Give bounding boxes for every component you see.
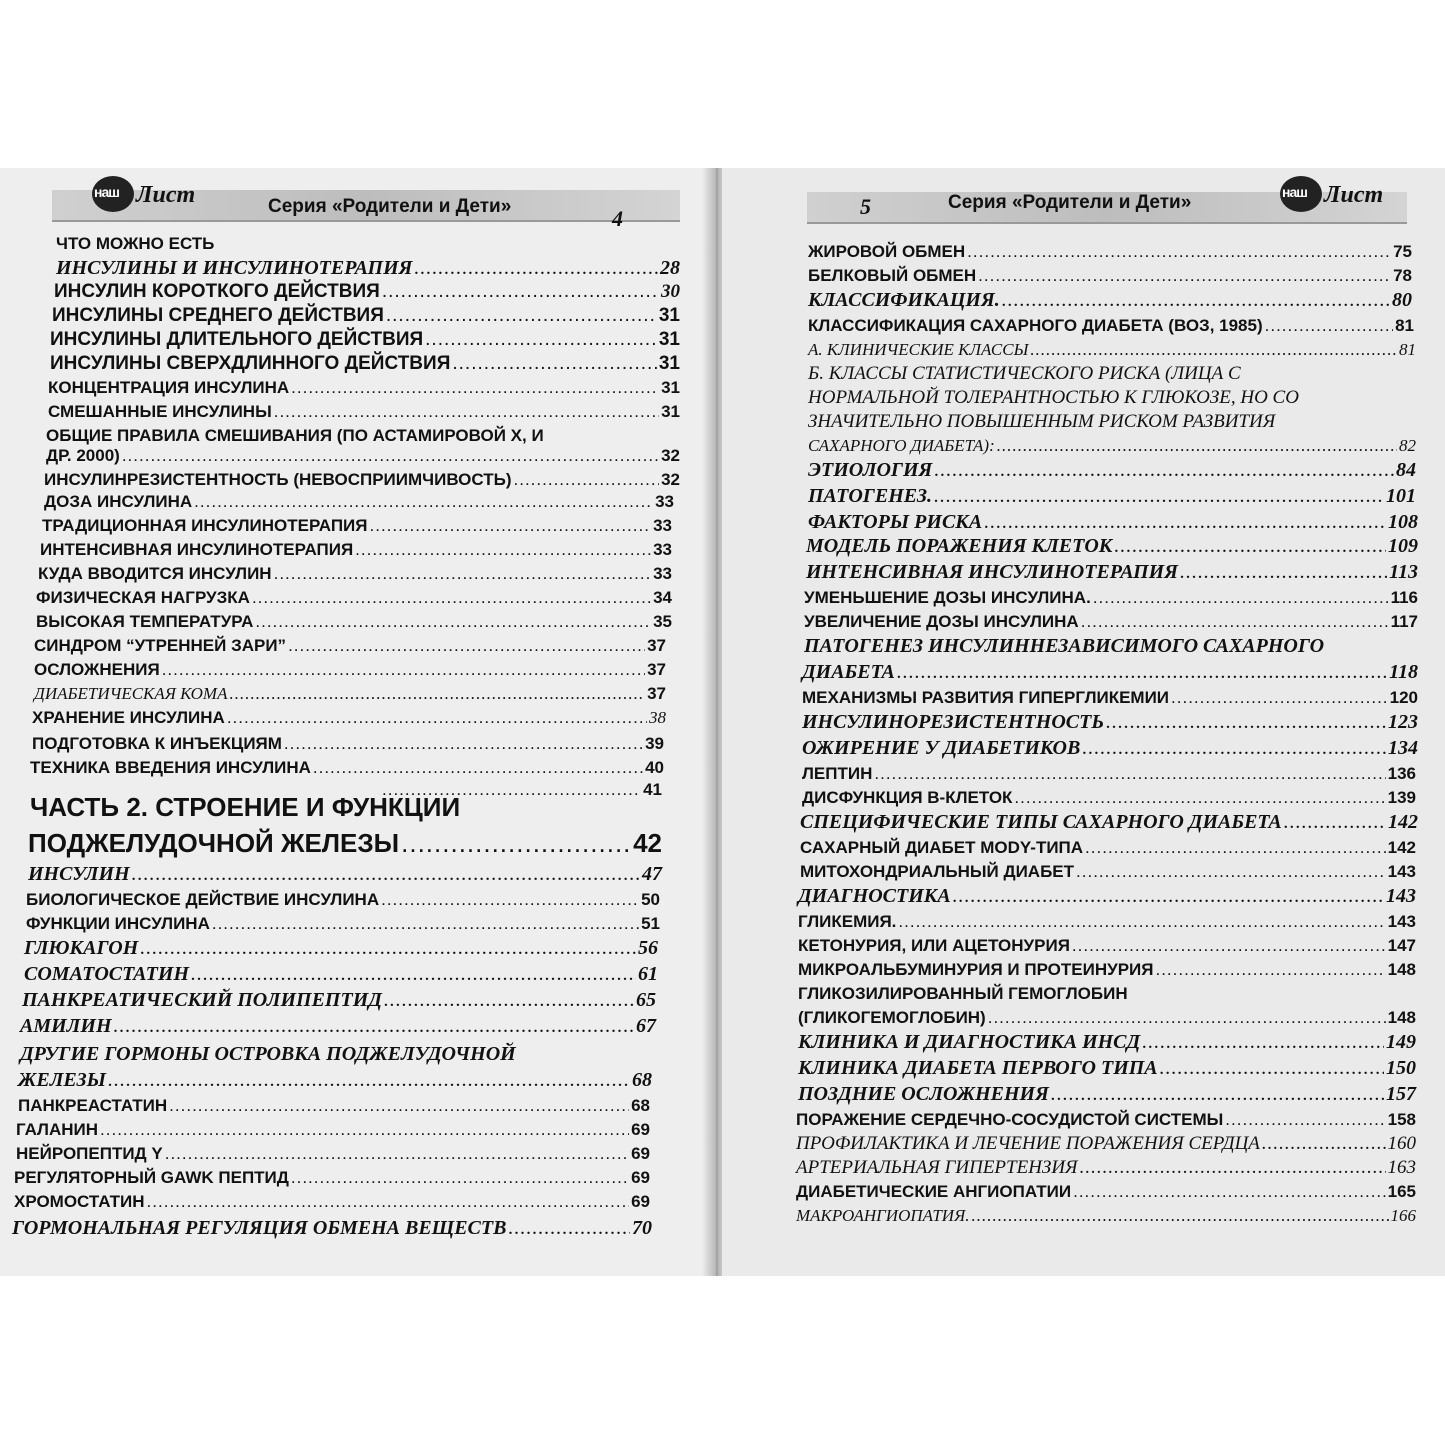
toc-page: 68: [632, 1069, 652, 1091]
toc-page: 69: [631, 1120, 650, 1139]
toc-entry: [46, 446, 680, 466]
toc-entry: [808, 242, 1412, 262]
toc-title: ИНТЕНСИВНАЯ ИНСУЛИНОТЕРАПИЯ: [40, 540, 354, 559]
left-series-title: Серия «Родители и Дети»: [268, 196, 512, 217]
toc-entry: [50, 354, 680, 374]
toc-title: САХАРНЫЙ ДИАБЕТ MODY-ТИПА: [800, 838, 1084, 857]
toc-page: 69: [631, 1144, 650, 1163]
logo-top-text: наш: [94, 184, 119, 200]
toc-page: 33: [653, 516, 672, 535]
toc-entry: [796, 1110, 1416, 1130]
toc-title: МЕХАНИЗМЫ РАЗВИТИЯ ГИПЕРГЛИКЕМИИ: [802, 688, 1170, 707]
toc-entry: [798, 1008, 1416, 1028]
toc-entry: [14, 1192, 650, 1212]
toc-page: 78: [1393, 266, 1412, 285]
toc-page: 82: [1399, 436, 1416, 455]
toc-entry: [802, 764, 1416, 784]
toc-title: Б. КЛАССЫ СТАТИСТИЧЕСКОГО РИСКА (ЛИЦА С: [808, 363, 1241, 384]
book-spread: [0, 168, 1445, 1276]
toc-page: 148: [1387, 1008, 1416, 1027]
toc-title: ЖЕЛЕЗЫ: [18, 1069, 107, 1091]
toc-title: ГОРМОНАЛЬНАЯ РЕГУЛЯЦИЯ ОБМЕНА ВЕЩЕСТВ: [12, 1217, 507, 1239]
toc-title: ГЛИКЕМИЯ.: [798, 912, 897, 931]
toc-page: 160: [1387, 1133, 1416, 1154]
toc-page: 35: [653, 612, 672, 631]
toc-title: ЛЕПТИН: [802, 764, 873, 783]
toc-entry: [16, 1144, 650, 1164]
toc-title: ПАНКРЕАСТАТИН: [18, 1096, 168, 1115]
toc-page: 120: [1389, 688, 1418, 707]
toc-page: 143: [1386, 885, 1416, 907]
toc-entry: [796, 1134, 1416, 1154]
toc-page: 143: [1387, 912, 1416, 931]
toc-page: 118: [1389, 661, 1418, 683]
toc-entry: [796, 1182, 1416, 1202]
toc-title: ДРУГИЕ ГОРМОНЫ ОСТРОВКА ПОДЖЕЛУДОЧНОЙ: [20, 1043, 516, 1065]
toc-page: 37: [647, 660, 666, 679]
toc-title: РЕГУЛЯТОРНЫЙ GAWK ПЕПТИД: [14, 1168, 289, 1187]
toc-title: ПАТОГЕНЕЗ ИНСУЛИННЕЗАВИСИМОГО САХАРНОГО: [804, 635, 1325, 657]
toc-entry: [802, 712, 1418, 732]
toc-title: ПОРАЖЕНИЕ СЕРДЕЧНО-СОСУДИСТОЙ СИСТЕМЫ: [796, 1110, 1224, 1129]
toc-page: 136: [1387, 764, 1416, 783]
toc-title: АРТЕРИАЛЬНАЯ ГИПЕРТЕНЗИЯ: [796, 1157, 1078, 1178]
toc-entry: [806, 536, 1418, 556]
left-page-number: 4: [612, 206, 623, 231]
toc-page: 33: [655, 492, 674, 511]
toc-title: ГЛЮКАГОН: [24, 937, 139, 959]
toc-page: 51: [641, 914, 660, 933]
toc-title: ПОЗДНИЕ ОСЛОЖНЕНИЯ: [798, 1083, 1049, 1105]
toc-entry: [56, 258, 680, 278]
toc-title: КЛИНИКА И ДИАГНОСТИКА ИНСД: [798, 1031, 1141, 1053]
toc-title: ПРОФИЛАКТИКА И ЛЕЧЕНИЕ ПОРАЖЕНИЯ СЕРДЦА: [796, 1133, 1260, 1154]
toc-entry: [54, 282, 680, 302]
toc-title: КЛАССИФИКАЦИЯ.: [808, 289, 1000, 311]
toc-entry: [802, 788, 1416, 808]
toc-title: ДИАБЕТИЧЕСКАЯ КОМА: [34, 684, 228, 703]
toc-title: КУДА ВВОДИТСЯ ИНСУЛИН: [38, 564, 272, 583]
toc-page: 31: [661, 378, 680, 397]
toc-entry: [808, 266, 1412, 286]
toc-title: ОСЛОЖНЕНИЯ: [34, 660, 160, 679]
toc-title: СПЕЦИФИЧЕСКИЕ ТИПЫ САХАРНОГО ДИАБЕТА: [800, 811, 1282, 833]
toc-page: 31: [661, 402, 680, 421]
toc-entry: [42, 516, 672, 536]
toc-entry: [56, 234, 656, 254]
toc-entry: [798, 936, 1416, 956]
toc-entry: [34, 684, 666, 704]
toc-page: 101: [1386, 485, 1416, 507]
toc-entry: [28, 864, 662, 884]
toc-entry: [798, 886, 1416, 906]
toc-page: 139: [1387, 788, 1416, 807]
toc-page: 163: [1387, 1157, 1416, 1178]
toc-page: 148: [1387, 960, 1416, 979]
toc-entry: [18, 1096, 650, 1116]
toc-title: МАКРОАНГИОПАТИЯ.: [796, 1206, 970, 1225]
toc-page: 32: [661, 446, 680, 465]
toc-entry: [30, 758, 664, 778]
toc-page: 113: [1389, 561, 1418, 583]
toc-title: ДИАГНОСТИКА: [798, 885, 951, 907]
toc-entry: [804, 588, 1418, 608]
toc-title: МИТОХОНДРИАЛЬНЫЙ ДИАБЕТ: [800, 862, 1075, 881]
toc-page: 31: [658, 329, 680, 350]
toc-entry: [36, 588, 672, 608]
toc-entry: [38, 564, 672, 584]
toc-entry: [806, 562, 1418, 582]
toc-page: 65: [636, 989, 656, 1011]
toc-entry: [808, 436, 1416, 456]
toc-entry: [26, 890, 660, 910]
toc-page: 166: [1390, 1206, 1416, 1225]
toc-entry: [804, 612, 1418, 632]
toc-title: ИНСУЛИНЫ СРЕДНЕГО ДЕЙСТВИЯ: [52, 305, 384, 326]
toc-title: ИНСУЛИН КОРОТКОГО ДЕЙСТВИЯ: [54, 281, 380, 302]
toc-page: 75: [1393, 242, 1412, 261]
toc-entry: [800, 862, 1416, 882]
toc-title: ФУНКЦИИ ИНСУЛИНА: [26, 914, 210, 933]
toc-page: 109: [1388, 535, 1418, 557]
toc-entry: [808, 290, 1412, 310]
toc-title: БЕЛКОВЫЙ ОБМЕН: [808, 266, 977, 285]
toc-title: ПОДЖЕЛУДОЧНОЙ ЖЕЛЕЗЫ: [28, 828, 400, 858]
toc-page: 47: [642, 863, 662, 885]
toc-entry: [20, 1016, 656, 1036]
toc-page: 117: [1390, 612, 1418, 631]
toc-title: ТЕХНИКА ВВЕДЕНИЯ ИНСУЛИНА: [30, 758, 311, 777]
toc-page: 81: [1399, 340, 1416, 359]
toc-title: ТРАДИЦИОННАЯ ИНСУЛИНОТЕРАПИЯ: [42, 516, 368, 535]
toc-entry: [798, 912, 1416, 932]
toc-title: НЕЙРОПЕПТИД Y: [16, 1144, 163, 1163]
toc-page: 30: [661, 281, 680, 302]
toc-entry: [802, 662, 1418, 682]
toc-title: ИНСУЛИНЫ И ИНСУЛИНОТЕРАПИЯ: [56, 257, 413, 279]
toc-title: ИНТЕНСИВНАЯ ИНСУЛИНОТЕРАПИЯ: [806, 561, 1178, 583]
toc-title: ДИАБЕТИЧЕСКИЕ АНГИОПАТИИ: [796, 1182, 1072, 1201]
toc-page: 149: [1386, 1031, 1416, 1053]
toc-title: ХРОМОСТАТИН: [14, 1192, 145, 1211]
toc-entry: [34, 660, 666, 680]
toc-page: 150: [1386, 1057, 1416, 1079]
toc-page: 84: [1396, 459, 1416, 481]
right-page: [722, 168, 1445, 1276]
toc-page: 40: [645, 758, 664, 777]
toc-page: 142: [1387, 838, 1416, 857]
toc-title: ИНСУЛИНЫ СВЕРХДЛИННОГО ДЕЙСТВИЯ: [50, 353, 451, 374]
right-page-number: 5: [860, 194, 871, 219]
toc-page: 33: [653, 540, 672, 559]
toc-page: 31: [658, 305, 680, 326]
toc-entry: [28, 828, 662, 858]
toc-page: 143: [1387, 862, 1416, 881]
toc-title: СМЕШАННЫЕ ИНСУЛИНЫ: [48, 402, 272, 421]
toc-page: 42: [633, 828, 662, 858]
logo-bottom-text: Лист: [136, 182, 196, 208]
toc-page: 56: [638, 937, 658, 959]
toc-page: 158: [1387, 1110, 1416, 1129]
toc-page: 33: [653, 564, 672, 583]
toc-page: 142: [1388, 811, 1418, 833]
toc-page: 28: [660, 257, 680, 279]
toc-title: А. КЛИНИЧЕСКИЕ КЛАССЫ: [808, 340, 1029, 359]
toc-entry: [808, 486, 1416, 506]
toc-title: ПАНКРЕАТИЧЕСКИЙ ПОЛИПЕПТИД: [22, 989, 382, 1011]
toc-title: ФАКТОРЫ РИСКА: [808, 511, 983, 533]
toc-title: КЛАССИФИКАЦИЯ САХАРНОГО ДИАБЕТА (ВОЗ, 1985): [808, 316, 1263, 335]
toc-page: 31: [658, 353, 680, 374]
toc-page: 34: [653, 588, 672, 607]
toc-title: ОБЩИЕ ПРАВИЛА СМЕШИВАНИЯ (ПО АСТАМИРОВОЙ Х, И: [46, 426, 544, 445]
toc-title: КОНЦЕНТРАЦИЯ ИНСУЛИНА: [48, 378, 290, 397]
toc-title: (ГЛИКОГЕМОГЛОБИН): [798, 1008, 986, 1027]
toc-title: ФИЗИЧЕСКАЯ НАГРУЗКА: [36, 588, 250, 607]
toc-entry: [18, 1070, 652, 1090]
toc-page: 108: [1388, 511, 1418, 533]
toc-title: БИОЛОГИЧЕСКОЕ ДЕЙСТВИЕ ИНСУЛИНА: [26, 890, 380, 909]
toc-title: ЖИРОВОЙ ОБМЕН: [808, 242, 966, 261]
toc-page: 68: [631, 1096, 650, 1115]
left-page: [0, 168, 712, 1276]
toc-entry: [24, 964, 658, 984]
toc-entry: [26, 914, 660, 934]
toc-page: 69: [631, 1192, 650, 1211]
toc-title: ИНСУЛИНЫ ДЛИТЕЛЬНОГО ДЕЙСТВИЯ: [50, 329, 424, 350]
toc-entry: [798, 1058, 1416, 1078]
toc-title: МОДЕЛЬ ПОРАЖЕНИЯ КЛЕТОК: [806, 535, 1113, 557]
toc-entry: [798, 1032, 1416, 1052]
logo-icon: [1280, 168, 1400, 212]
logo-top-text: наш: [1282, 184, 1307, 200]
toc-title: СИНДРОМ “УТРЕННЕЙ ЗАРИ”: [34, 636, 287, 655]
toc-title: ХРАНЕНИЕ ИНСУЛИНА: [32, 708, 225, 727]
toc-page: 39: [645, 734, 664, 753]
toc-title: ПОДГОТОВКА К ИНЪЕКЦИЯМ: [32, 734, 282, 753]
toc-entry: [808, 340, 1416, 360]
toc-title: НОРМАЛЬНОЙ ТОЛЕРАНТНОСТЬЮ К ГЛЮКОЗЕ, НО СО: [808, 387, 1299, 408]
toc-entry: [24, 938, 658, 958]
toc-title: ДОЗА ИНСУЛИНА: [44, 492, 193, 511]
toc-page: 81: [1395, 316, 1414, 335]
toc-entry: [796, 1206, 1416, 1226]
toc-entry: [16, 1120, 650, 1140]
toc-page: 157: [1386, 1083, 1416, 1105]
toc-page: 61: [638, 963, 658, 985]
toc-entry: [22, 990, 656, 1010]
toc-entry: [48, 402, 680, 422]
toc-entry: [44, 470, 680, 490]
toc-title: ДИАБЕТА: [802, 661, 895, 683]
toc-title: ЧТО МОЖНО ЕСТЬ: [56, 234, 215, 253]
toc-entry: [40, 540, 672, 560]
toc-title: ИНСУЛИНРЕЗИСТЕНТНОСТЬ (НЕВОСПРИИМЧИВОСТЬ): [44, 470, 512, 489]
toc-title: МИКРОАЛЬБУМИНУРИЯ И ПРОТЕИНУРИЯ: [798, 960, 1154, 979]
toc-entry: [808, 460, 1416, 480]
toc-page: 38: [649, 708, 666, 727]
toc-page: 41: [643, 780, 662, 799]
toc-page: 116: [1390, 588, 1418, 607]
toc-title: УВЕЛИЧЕНИЕ ДОЗЫ ИНСУЛИНА: [804, 612, 1079, 631]
toc-entry: [14, 1168, 650, 1188]
toc-title: ОЖИРЕНИЕ У ДИАБЕТИКОВ: [802, 737, 1081, 759]
part-title: ЧАСТЬ 2. СТРОЕНИЕ И ФУНКЦИИ: [30, 792, 461, 822]
toc-entry: [808, 316, 1414, 336]
toc-entry: [798, 960, 1416, 980]
toc-title: ВЫСОКАЯ ТЕМПЕРАТУРА: [36, 612, 254, 631]
toc-page: 123: [1388, 711, 1418, 733]
toc-title: САХАРНОГО ДИАБЕТА):: [808, 436, 995, 455]
toc-entry: [800, 812, 1418, 832]
toc-title: ИНСУЛИН: [28, 863, 130, 885]
toc-entry: [808, 512, 1418, 532]
toc-title: ПАТОГЕНЕЗ.: [808, 485, 933, 507]
toc-title: СОМАТОСТАТИН: [24, 963, 190, 985]
toc-title: КЛИНИКА ДИАБЕТА ПЕРВОГО ТИПА: [798, 1057, 1158, 1079]
toc-entry: [50, 330, 680, 350]
toc-page: 69: [631, 1168, 650, 1187]
toc-title: ГЛИКОЗИЛИРОВАННЫЙ ГЕМОГЛОБИН: [798, 984, 1128, 1003]
toc-entry: [802, 688, 1418, 708]
toc-title: ЗНАЧИТЕЛЬНО ПОВЫШЕННЫМ РИСКОМ РАЗВИТИЯ: [808, 411, 1276, 432]
toc-page: 32: [661, 470, 680, 489]
toc-entry: [44, 492, 674, 512]
toc-title: ИНСУЛИНОРЕЗИСТЕНТНОСТЬ: [802, 711, 1104, 733]
toc-entry: [800, 838, 1416, 858]
toc-page: 37: [647, 684, 666, 703]
toc-title: УМЕНЬШЕНИЕ ДОЗЫ ИНСУЛИНА.: [804, 588, 1091, 607]
toc-page: 50: [641, 890, 660, 909]
toc-entry: [802, 738, 1418, 758]
toc-entry: [36, 612, 672, 632]
toc-title: ЭТИОЛОГИЯ: [808, 459, 933, 481]
toc-entry: [12, 1218, 652, 1238]
toc-page: 165: [1387, 1182, 1416, 1201]
toc-page: 37: [647, 636, 666, 655]
toc-entry: [48, 378, 680, 398]
toc-title: КЕТОНУРИЯ, ИЛИ АЦЕТОНУРИЯ: [798, 936, 1070, 955]
toc-page: 134: [1388, 737, 1418, 759]
toc-page: 80: [1392, 289, 1412, 311]
toc-title: АМИЛИН: [20, 1015, 112, 1037]
logo-bottom-text: Лист: [1324, 182, 1384, 208]
toc-entry: [52, 306, 680, 326]
toc-entry: [798, 1084, 1416, 1104]
toc-entry: [796, 1158, 1416, 1178]
toc-page: 147: [1387, 936, 1416, 955]
toc-entry: [34, 636, 666, 656]
toc-entry: [32, 734, 664, 754]
toc-title: ДР. 2000): [46, 446, 120, 465]
toc-title: ГАЛАНИН: [16, 1120, 99, 1139]
right-series-title: Серия «Родители и Дети»: [948, 192, 1192, 213]
toc-page: 67: [636, 1015, 656, 1037]
toc-page: 70: [632, 1217, 652, 1239]
logo-icon: [92, 168, 212, 212]
toc-title: ДИСФУНКЦИЯ В-КЛЕТОК: [802, 788, 1013, 807]
toc-entry: [32, 708, 666, 728]
